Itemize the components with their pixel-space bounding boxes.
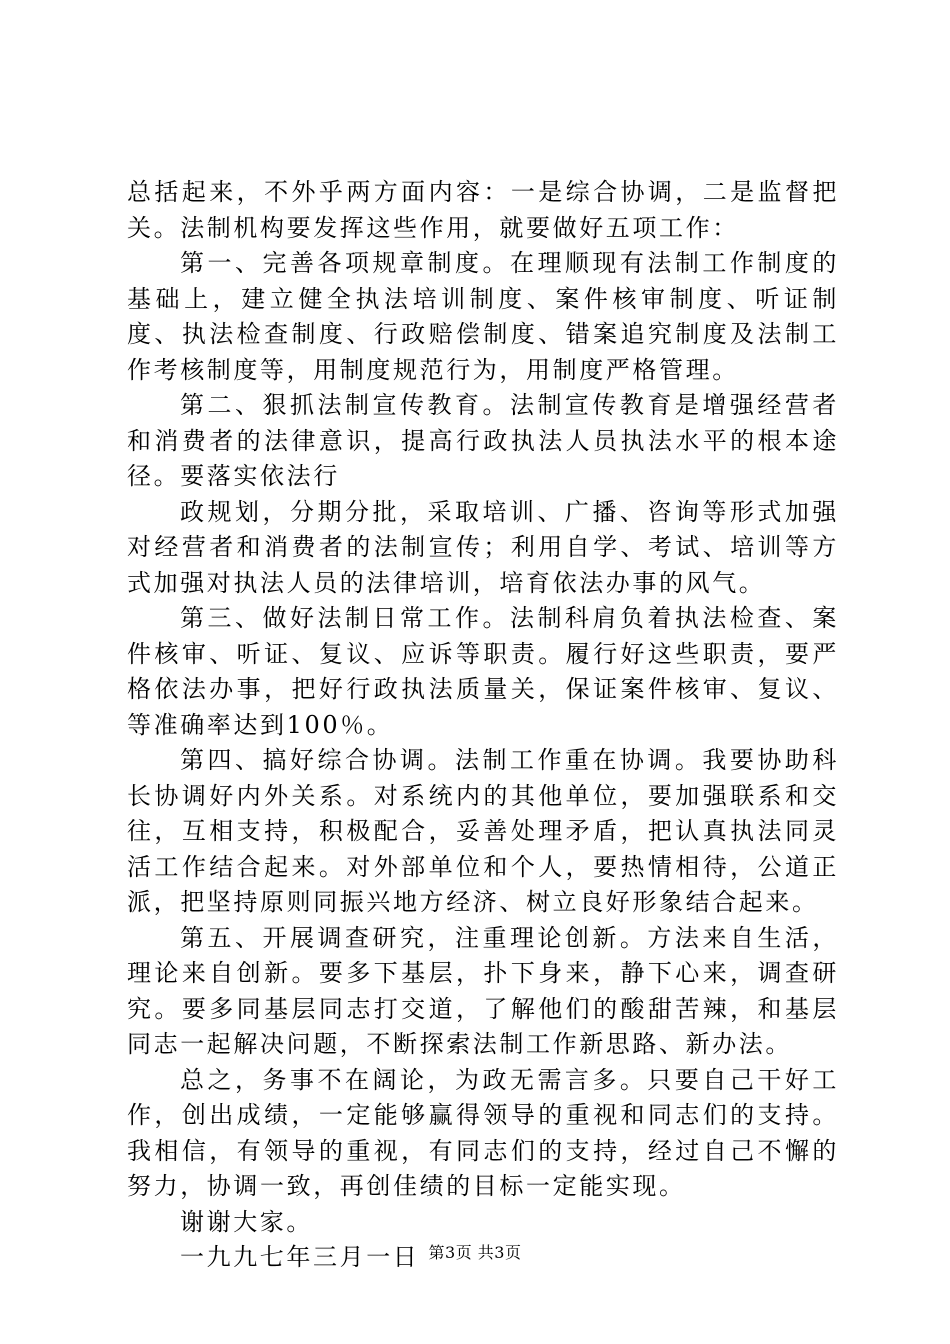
document-body (127, 175, 839, 1276)
paragraph-date: 一九九七年三月一日 (180, 1243, 420, 1271)
paragraph-item-5: 第五、开展调查研究，注重理论创新。方法来自生活，理论来自创新。要多下基层，扑下身来，静下心来，调查研究。要多同基层同志打交道，了解他们的酸甜苦辣，和基层同志一起解决问题，不断探索法制工作新思路、新办法。 (127, 923, 839, 1058)
paragraph-item-1: 第一、完善各项规章制度。在理顺现有法制工作制度的基础上，建立健全执法培训制度、案件核审制度、听证制度、执法检查制度、行政赔偿制度、错案追究制度及法制工作考核制度等，用制度规范行为，用制度严格管理。 (127, 249, 839, 384)
paragraph-item-3: 第三、做好法制日常工作。法制科肩负着执法检查、案件核审、听证、复议、应诉等职责。履行好这些职责，要严格依法办事，把好行政执法质量关，保证案件核审、复议、等准确率达到100％。 (127, 604, 839, 739)
page-footer: 第3页 共3页 (428, 1243, 522, 1262)
paragraph-item-4: 第四、搞好综合协调。法制工作重在协调。我要协助科长协调好内外关系。对系统内的其他单位，要加强联系和交往，互相支持，积极配合，妥善处理矛盾，把认真执法同灵活工作结合起来。对外部单位和个人，要热情相待，公道正派，把坚持原则同振兴地方经济、树立良好形象结合起来。 (127, 746, 839, 916)
paragraph-conclusion: 总之，务事不在阔论，为政无需言多。只要自己干好工作，创出成绩，一定能够赢得领导的重视和同志们的支持。我相信，有领导的重视，有同志们的支持，经过自己不懈的努力，协调一致，再创佳绩的目标一定能实现。 (127, 1065, 839, 1200)
paragraph-thanks: 谢谢大家。 (180, 1207, 313, 1236)
paragraph-intro: 总括起来，不外乎两方面内容：一是综合协调，二是监督把关。法制机构要发挥这些作用，就要做好五项工作： (127, 178, 839, 242)
paragraph-item-2: 第二、狠抓法制宣传教育。法制宣传教育是增强经营者和消费者的法律意识，提高行政执法人员执法水平的根本途径。要落实依法行 (127, 391, 839, 490)
paragraph-item-2-continued: 政规划，分期分批，采取培训、广播、咨询等形式加强对经营者和消费者的法制宣传；利用自学、考试、培训等方式加强对执法人员的法律培训，培育依法办事的风气。 (127, 497, 839, 597)
